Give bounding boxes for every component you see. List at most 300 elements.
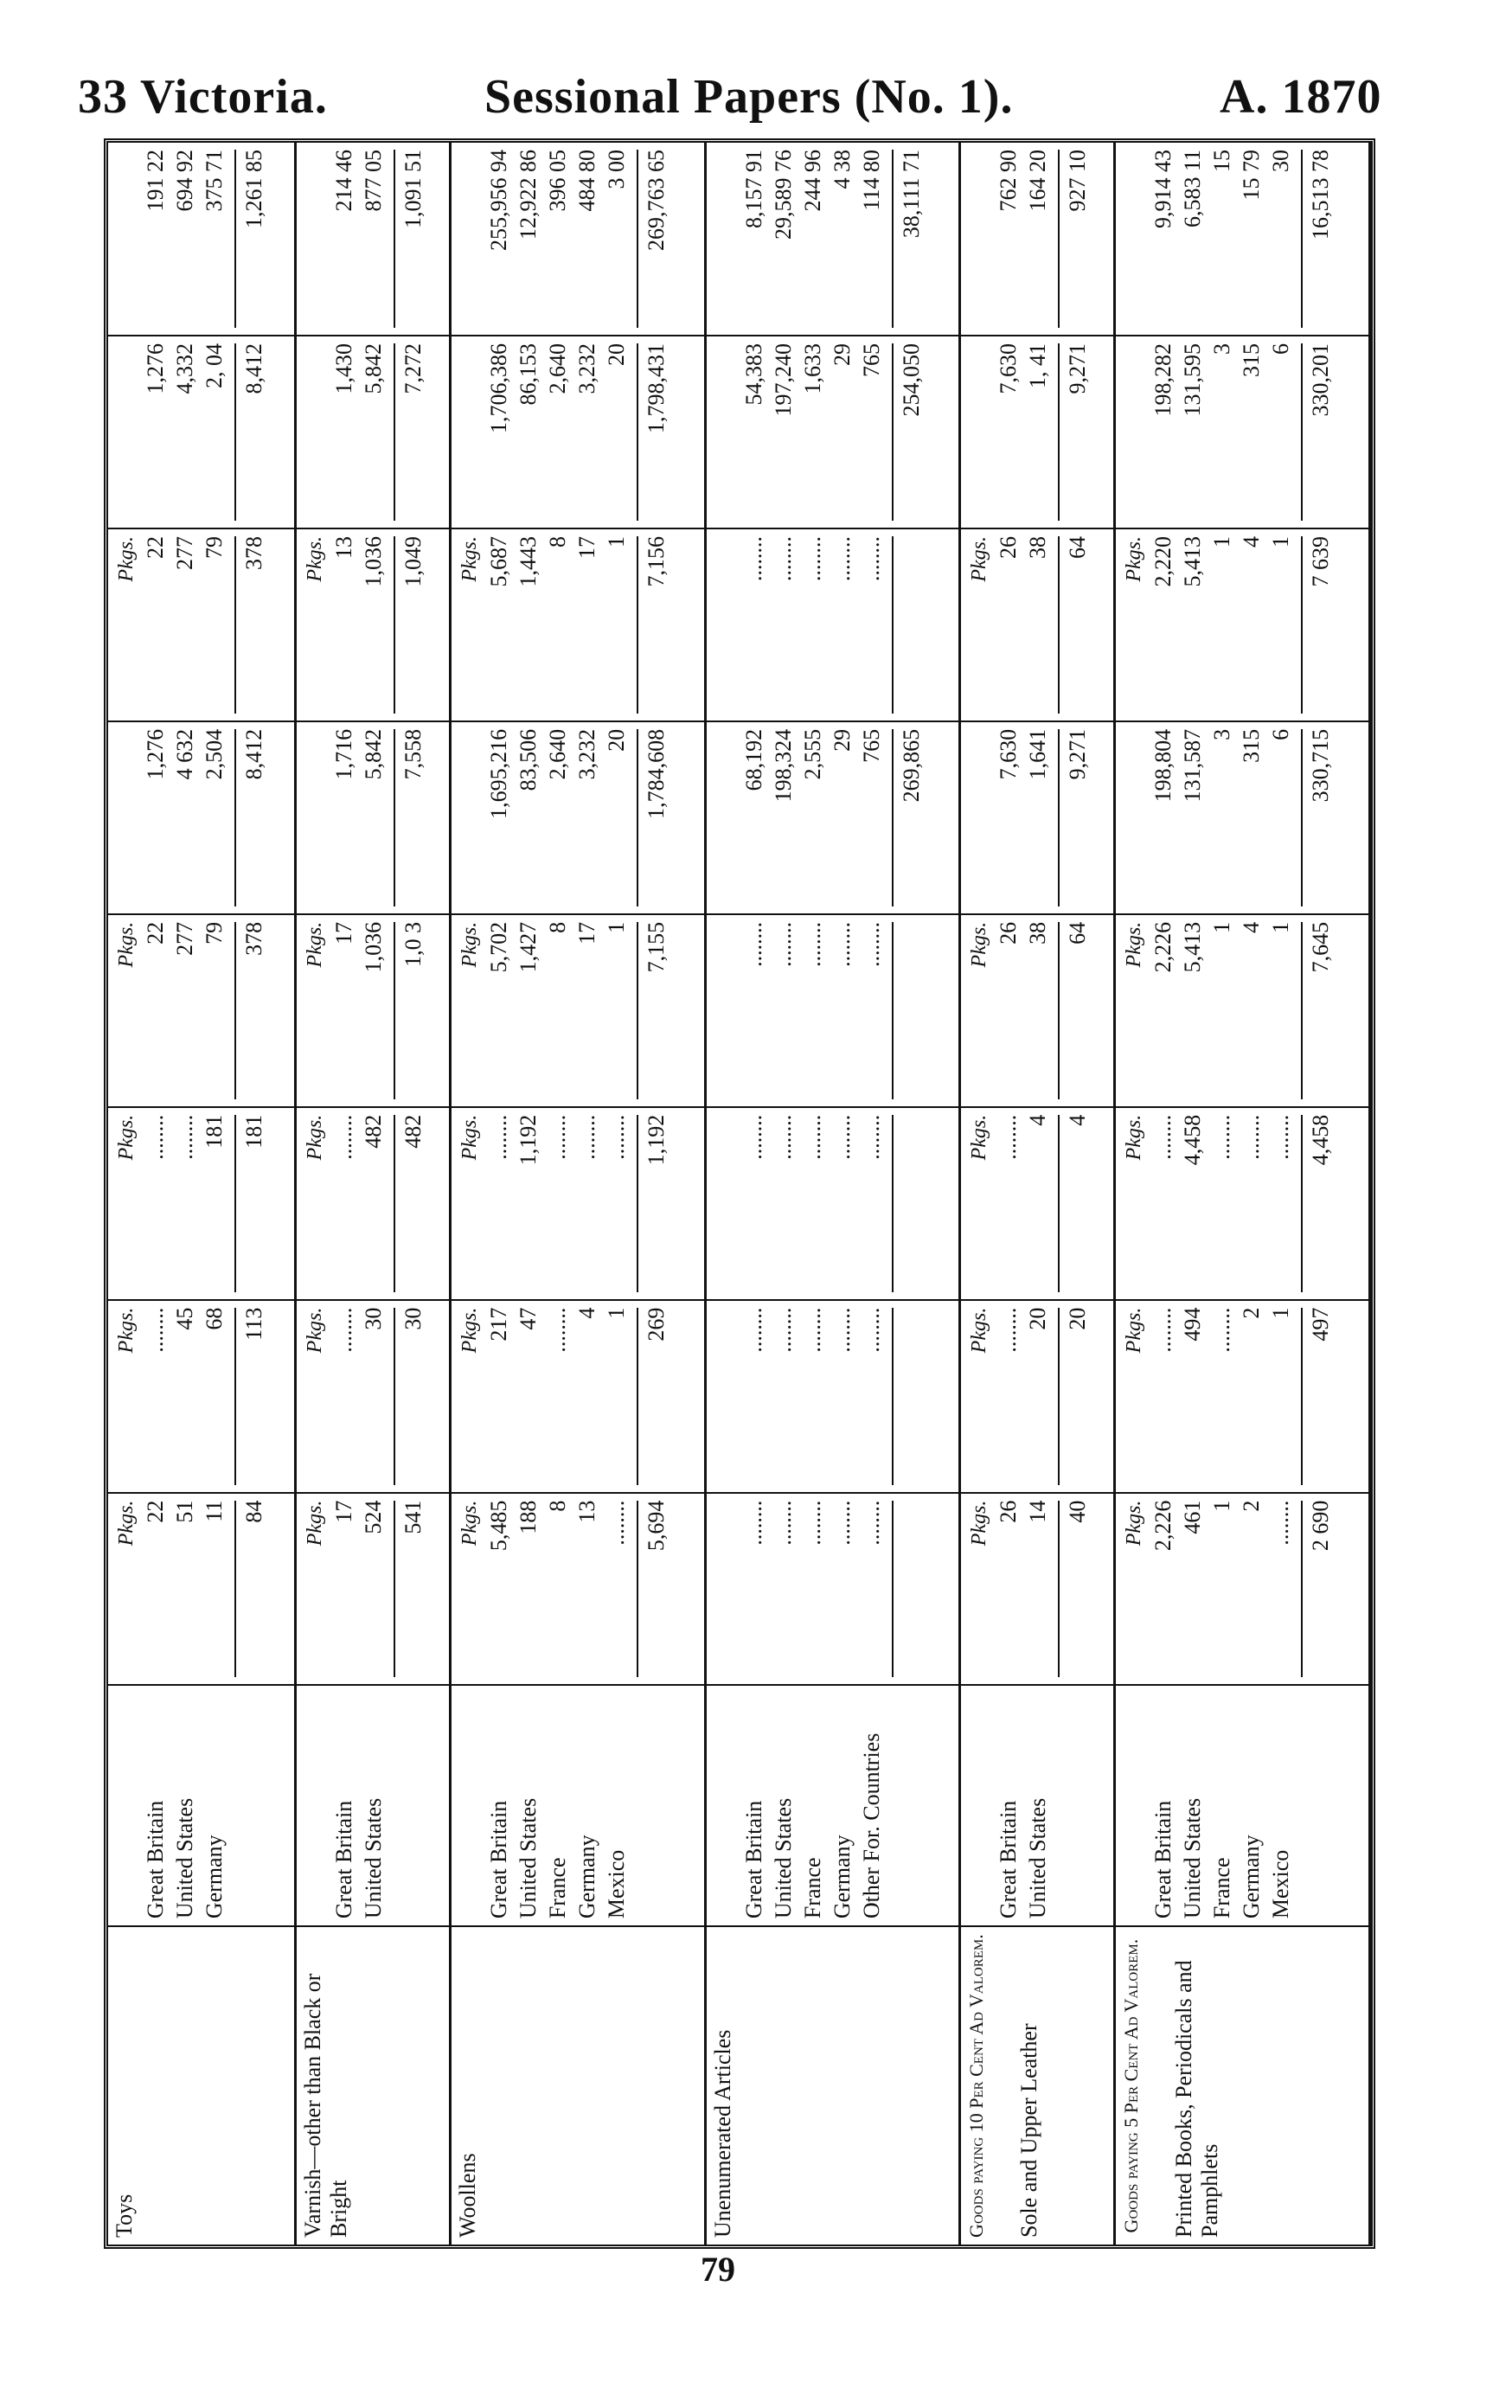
unit-label [710,729,740,906]
value: ........ [1150,1307,1176,1353]
value: 14 [1025,1500,1051,1523]
value-cell-c2 [108,1300,295,1493]
total-value: 16,513 78 [1301,150,1336,328]
value: 30 [360,1307,386,1330]
country-name: Great Britain [486,1800,511,1919]
total-value: 541 [394,1501,428,1678]
total-value: 378 [234,922,269,1099]
page-number: 79 [701,2250,735,2289]
value: ........ [996,1307,1022,1353]
value: 8,157 91 [740,150,766,228]
total-value: 30 [394,1308,428,1485]
value: 47 [516,1307,541,1330]
value: 13 [574,1500,599,1523]
value-cell-c4 [295,914,450,1107]
value: ........ [172,1114,197,1160]
value-cell-c2 [705,1300,960,1493]
value: ........ [330,1307,356,1353]
total-value: 8,412 [234,729,269,906]
total-value: 1,261 85 [234,150,269,328]
section-title: Goods paying 10 Per Cent Ad Valorem. [965,1934,988,2238]
article-row [295,143,450,2245]
unit-label: Pkgs. [458,921,481,968]
value: 4 [1239,921,1265,933]
value: ........ [799,1500,825,1546]
country-name: Germany [202,1835,227,1919]
value: ........ [829,1307,855,1353]
value: 1,706,386 [486,343,511,434]
unit-label: Pkgs. [303,1114,326,1161]
value: 15 [1209,150,1235,172]
value: ........ [740,535,766,581]
value: 68,192 [740,728,766,791]
value: 114 80 [858,150,884,211]
country-name: Great Britain [330,1800,356,1919]
value: 26 [996,535,1022,559]
total-value: 482 [394,1115,428,1292]
article-cell [451,1926,706,2245]
value: 79 [202,921,227,945]
value: ........ [770,1307,796,1353]
country-name: Great Britain [1150,1800,1176,1919]
value-cell-c6 [108,528,295,721]
value-cell-c6 [960,528,1115,721]
value-cell-c2 [295,1300,450,1493]
unit-label [1119,150,1149,328]
value-cell-c2 [1115,1300,1370,1493]
value-cell-c5 [705,721,960,914]
value: 198,282 [1150,343,1176,417]
total-value: 927 10 [1058,150,1092,328]
value: ........ [770,921,796,967]
total-value: 9,271 [1058,343,1092,521]
value: 17 [330,1500,356,1523]
value: 29,589 76 [770,150,796,240]
total-value: 84 [234,1501,269,1678]
value: 1 [1209,535,1235,548]
value: ........ [858,921,884,967]
value: 3,232 [574,343,599,394]
unit-label: Pkgs. [458,1307,481,1354]
value: ........ [1268,1114,1294,1160]
value-cell-c4 [451,914,706,1107]
value: 131,595 [1180,343,1206,417]
value: 4 [1239,535,1265,548]
unit-label: Pkgs. [458,1500,481,1547]
unit-label: Pkgs. [303,1500,326,1547]
value-cell-c1 [108,1493,295,1686]
country-name: United States [1025,1797,1051,1919]
article-name: Toys [112,2193,137,2238]
article-cell [108,1926,295,2245]
unit-label [710,1308,740,1485]
value-cell-c5 [1115,721,1370,914]
unit-label: Pkgs. [115,921,138,968]
value: 30 [1268,150,1294,172]
value-cell-c7 [451,336,706,528]
total-value: 5,694 [637,1501,671,1678]
article-cell [705,1926,960,2245]
value: 1,716 [330,728,356,780]
unit-label [300,343,330,521]
value: ........ [545,1307,570,1353]
article-name: Sole and Upper Leather [1016,2023,1042,2238]
value: ........ [858,1307,884,1353]
unit-label: Pkgs. [115,1307,138,1354]
unit-label [112,343,141,521]
country-name: Germany [829,1835,855,1919]
value: 524 [360,1500,386,1534]
unit-label: Pkgs. [968,1500,991,1547]
value: 396 05 [545,150,570,212]
value: 29 [829,728,855,752]
country-cell [108,1686,295,1927]
article-row [1115,143,1370,2245]
total-value: 269,865 [892,729,926,906]
value: ........ [740,921,766,967]
value: 198,324 [770,728,796,803]
country-name: Great Britain [996,1800,1022,1919]
value: 765 [858,343,884,378]
country-cell [295,1686,450,1927]
value: 22 [143,535,168,559]
total-value: 20 [1058,1308,1092,1485]
total-value: 64 [1058,536,1092,714]
value: 877 05 [360,150,386,212]
rotated-table-container [108,143,1371,2245]
value-cell-c3 [960,1107,1115,1300]
unit-label: Pkgs. [968,1307,991,1354]
value: 38 [1025,535,1051,559]
unit-label [710,343,740,521]
value: 494 [1180,1307,1206,1342]
value: 17 [330,921,356,945]
unit-label [112,729,141,906]
value: 1, 41 [1025,343,1051,389]
value: 1 [604,921,629,933]
value: 2,220 [1150,535,1176,587]
value: 1,276 [143,343,168,394]
total-value: 7,156 [637,536,671,714]
value-cell-c4 [960,914,1115,1107]
value: 3 [1209,728,1235,740]
unit-label: Pkgs. [303,535,326,582]
value-cell-c8 [451,143,706,336]
value: 1,443 [516,535,541,587]
value: 5,842 [360,343,386,394]
total-value: 1,784,608 [637,729,671,906]
value-cell-c3 [108,1107,295,1300]
value-cell-c8 [960,143,1115,336]
value-cell-c7 [108,336,295,528]
value-cell-c7 [705,336,960,528]
value: ........ [770,535,796,581]
value: 1,641 [1025,728,1051,780]
article-name: Printed Books, Periodicals and Pamphlets [1171,1960,1223,2238]
value: 1 [1209,1500,1235,1512]
value: 131,587 [1180,728,1206,803]
unit-label [964,729,994,906]
value: 191 22 [143,150,168,212]
value-cell-c3 [295,1107,450,1300]
value: 2,640 [545,343,570,394]
value: ........ [770,1500,796,1546]
unit-label: Pkgs. [115,535,138,582]
value-cell-c5 [295,721,450,914]
value: ........ [799,921,825,967]
country-name: Germany [574,1835,599,1919]
value: 26 [996,921,1022,945]
value: 11 [202,1500,227,1522]
value: ........ [829,1114,855,1160]
total-value: 1,0 3 [394,922,428,1099]
value-cell-c6 [1115,528,1370,721]
value: 1,192 [516,1114,541,1166]
value: 482 [360,1114,386,1149]
value: 20 [1025,1307,1051,1330]
value: 79 [202,535,227,559]
value: 83,506 [516,728,541,791]
value: ........ [858,1114,884,1160]
unit-label: Pkgs. [968,535,991,582]
value-cell-c8 [1115,143,1370,336]
value: 2,226 [1150,1500,1176,1552]
value: ........ [770,1114,796,1160]
value: 277 [172,921,197,956]
unit-label: Pkgs. [458,535,481,582]
value: 9,914 43 [1150,150,1176,228]
imports-table [108,143,1371,2245]
value: 1 [604,535,629,548]
value-cell-c5 [451,721,706,914]
total-value [892,1501,926,1678]
value: 54,383 [740,343,766,406]
value: ........ [858,535,884,581]
total-value: 1,798,431 [637,343,671,521]
value-cell-c8 [108,143,295,336]
unit-label [300,150,330,328]
value: 68 [202,1307,227,1330]
unit-label: Pkgs. [968,1114,991,1161]
value: ........ [799,1307,825,1353]
value: 375 71 [202,150,227,212]
value: 762 90 [996,150,1022,212]
country-cell [705,1686,960,1927]
value: 3 [1209,343,1235,355]
value-cell-c1 [451,1493,706,1686]
article-row [451,143,706,2245]
country-name: United States [770,1797,796,1919]
value-cell-c7 [1115,336,1370,528]
value: 1,427 [516,921,541,973]
value-cell-c4 [1115,914,1370,1107]
value: 244 96 [799,150,825,212]
value-cell-c8 [705,143,960,336]
country-name: United States [360,1797,386,1919]
country-name: Mexico [604,1849,629,1919]
value: 164 20 [1025,150,1051,212]
value-cell-c7 [960,336,1115,528]
total-value [892,536,926,714]
article-name: Unenumerated Articles [709,2029,735,2238]
value: ........ [574,1114,599,1160]
value-cell-c4 [108,914,295,1107]
value: 315 [1239,343,1265,378]
value: 277 [172,535,197,570]
unit-label: Pkgs. [1123,535,1146,582]
page-header [0,35,1512,138]
table-body [108,143,1370,2245]
value: 1 [1209,921,1235,933]
unit-label [1119,729,1149,906]
country-name: France [799,1857,825,1919]
value: 2 [1239,1307,1265,1319]
value: 7,630 [996,728,1022,780]
unit-label [964,150,994,328]
value: ........ [799,1114,825,1160]
value: ........ [829,1500,855,1546]
value: 2,504 [202,728,227,780]
value: 4,458 [1180,1114,1206,1166]
value: 5,485 [486,1500,511,1552]
value: ........ [1268,1500,1294,1546]
value: 1,430 [330,343,356,394]
value: 217 [486,1307,511,1342]
value-cell-c1 [960,1493,1115,1686]
country-cell [1115,1686,1370,1927]
value-cell-c6 [295,528,450,721]
country-name: Great Britain [143,1800,168,1919]
value: 2,640 [545,728,570,780]
value: ........ [1150,1114,1176,1160]
unit-label [455,343,484,521]
value-cell-c8 [295,143,450,336]
value: 22 [143,921,168,945]
total-value: 38,111 71 [892,150,926,328]
value: ........ [143,1307,168,1353]
value: 197,240 [770,343,796,417]
value: 5,842 [360,728,386,780]
unit-label: Pkgs. [458,1114,481,1161]
total-value: 4 [1058,1115,1092,1292]
total-value: 7,272 [394,343,428,521]
value: 765 [858,728,884,763]
value: 1,036 [360,921,386,973]
unit-label: Pkgs. [303,1307,326,1354]
value: 2 [1239,1500,1265,1512]
value: 5,413 [1180,535,1206,587]
value: 8 [545,1500,570,1512]
article-row [705,143,960,2245]
value-cell-c4 [705,914,960,1107]
value-cell-c3 [1115,1107,1370,1300]
value: ........ [604,1114,629,1160]
total-value: 40 [1058,1501,1092,1678]
value: 461 [1180,1500,1206,1534]
country-name: Mexico [1268,1849,1294,1919]
value-cell-c2 [451,1300,706,1493]
value-cell-c1 [705,1493,960,1686]
value: ........ [1209,1307,1235,1353]
total-value [892,922,926,1099]
article-name: Varnish—other than Black or Bright [299,1973,351,2238]
value: ........ [143,1114,168,1160]
value: 4 [574,1307,599,1319]
value: 5,702 [486,921,511,973]
value: 255,956 94 [486,150,511,251]
article-cell [1115,1926,1370,2245]
total-value: 113 [234,1308,269,1485]
value: 5,413 [1180,921,1206,973]
value: 181 [202,1114,227,1149]
value: 8 [545,535,570,548]
value-cell-c5 [960,721,1115,914]
value: 6,583 11 [1180,150,1206,228]
total-value: 9,271 [1058,729,1092,906]
unit-label [1119,343,1149,521]
article-cell [960,1926,1115,2245]
value: 1 [604,1307,629,1319]
total-value: 1,091 51 [394,150,428,328]
value: ........ [1239,1114,1265,1160]
unit-label [710,1115,740,1292]
value: 1 [1268,535,1294,548]
value-cell-c6 [705,528,960,721]
value: 20 [604,343,629,367]
unit-label [455,729,484,906]
article-row [960,143,1115,2245]
total-value: 181 [234,1115,269,1292]
total-value: 269,763 65 [637,150,671,328]
unit-label [455,150,484,328]
unit-label: Pkgs. [1123,1114,1146,1161]
value: ........ [829,921,855,967]
country-name: France [545,1857,570,1919]
value: ........ [799,535,825,581]
total-value: 378 [234,536,269,714]
unit-label [710,922,740,1099]
unit-label: Pkgs. [115,1500,138,1547]
total-value [892,1308,926,1485]
value: 1 [1268,921,1294,933]
value: 2, 04 [202,343,227,389]
value: 1,633 [799,343,825,394]
total-value: 254,050 [892,343,926,521]
value: 51 [172,1500,197,1523]
country-name: Great Britain [740,1800,766,1919]
unit-label: Pkgs. [115,1114,138,1161]
value-cell-c3 [705,1107,960,1300]
value: ........ [330,1114,356,1160]
country-name: United States [1180,1797,1206,1919]
article-name: Woollens [455,2153,480,2238]
value: 4 632 [172,728,197,780]
value: 7,630 [996,343,1022,394]
country-cell [451,1686,706,1927]
unit-label [112,150,141,328]
value-cell-c6 [451,528,706,721]
unit-label [710,536,740,714]
total-value: 2 690 [1301,1501,1336,1678]
value: 3,232 [574,728,599,780]
value: 1,695,216 [486,728,511,819]
value: 1,036 [360,535,386,587]
value: 13 [330,535,356,559]
value: 22 [143,1500,168,1523]
value: ........ [486,1114,511,1160]
value: ........ [740,1307,766,1353]
value: ........ [858,1500,884,1546]
